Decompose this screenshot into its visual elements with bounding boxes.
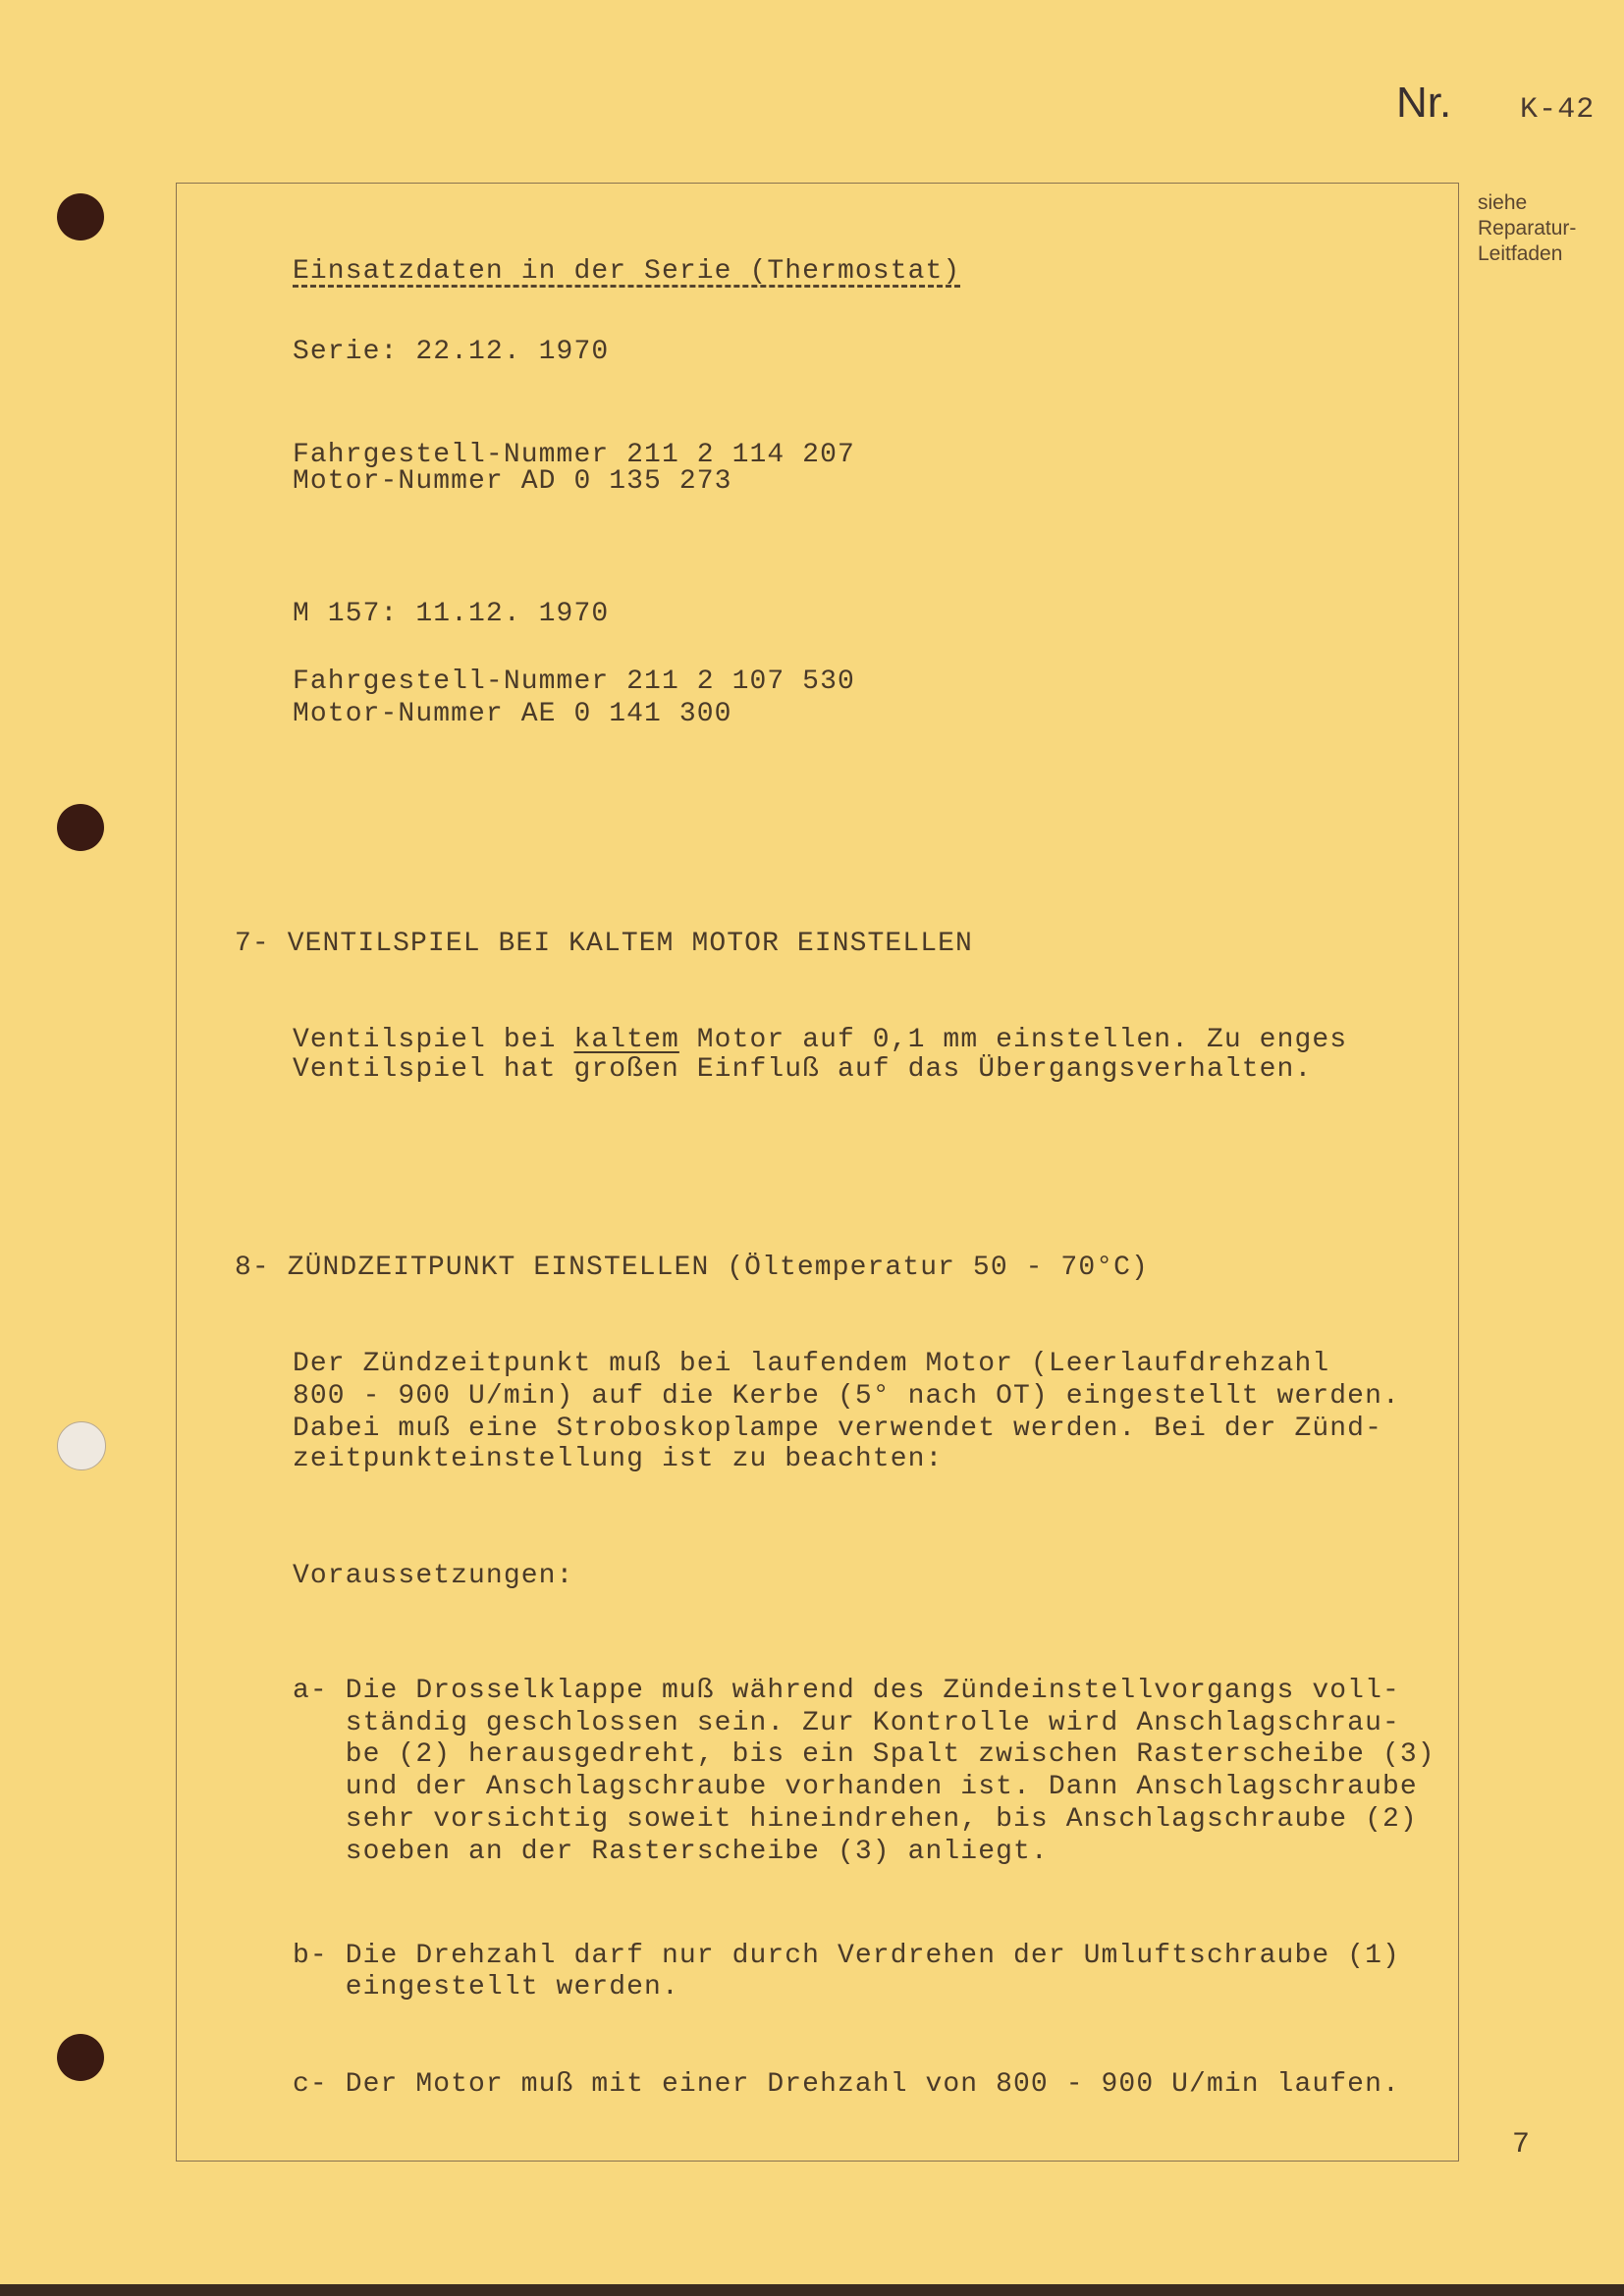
text-line: Motor-Nummer AE 0 141 300: [293, 699, 732, 729]
page-edge: [0, 2284, 1624, 2296]
text-line: Motor-Nummer AD 0 135 273: [293, 466, 732, 497]
text-line: Der Zündzeitpunkt muß bei laufendem Motor (Leerlaufdrehzahl: [293, 1349, 1330, 1379]
text-line: eingestellt werden.: [293, 1972, 679, 2002]
text-line: zeitpunkteinstellung ist zu beachten:: [293, 1444, 944, 1474]
text-line: Serie: 22.12. 1970: [293, 337, 610, 367]
section-heading: Einsatzdaten in der Serie (Thermostat): [293, 256, 961, 287]
page-number: 7: [1512, 2128, 1531, 2162]
punch-hole: [57, 2034, 104, 2081]
text-line: sehr vorsichtig soweit hineindrehen, bis Anschlagschraube (2): [293, 1804, 1418, 1835]
reference-line: Reparatur-: [1478, 217, 1577, 240]
text-line: be (2) herausgedreht, bis ein Spalt zwischen Rasterscheibe (3): [293, 1739, 1435, 1770]
section-8-title: 8- ZÜNDZEITPUNKT EINSTELLEN (Öltemperatur 50 - 70°C): [235, 1253, 1149, 1283]
text-line: Fahrgestell-Nummer 211 2 114 207: [293, 440, 855, 470]
nr-label: Nr.: [1396, 79, 1452, 127]
text-line: a- Die Drosselklappe muß während des Zündeinstellvorgangs voll-: [293, 1676, 1400, 1706]
text-line: und der Anschlagschraube vorhanden ist. Dann Anschlagschraube: [293, 1772, 1418, 1802]
punch-hole: [57, 804, 104, 851]
text-line: ständig geschlossen sein. Zur Kontrolle wird Anschlagschrau-: [293, 1708, 1400, 1738]
reference-note: [1478, 190, 1576, 267]
underlined-text: kaltem: [573, 1025, 679, 1055]
text-line: Voraussetzungen:: [293, 1561, 574, 1591]
text: Ventilspiel bei: [293, 1025, 574, 1055]
text-line: M 157: 11.12. 1970: [293, 599, 610, 629]
text-line: Ventilspiel hat großen Einfluß auf das Übergangsverhalten.: [293, 1054, 1313, 1085]
text: Motor auf 0,1 mm einstellen. Zu enges: [678, 1025, 1348, 1055]
text-line: c- Der Motor muß mit einer Drehzahl von 800 - 900 U/min laufen.: [293, 2069, 1400, 2100]
reference-line: siehe: [1478, 191, 1528, 214]
text-line: b- Die Drehzahl darf nur durch Verdrehen der Umluftschraube (1): [293, 1941, 1400, 1971]
text-line: soeben an der Rasterscheibe (3) anliegt.: [293, 1837, 1049, 1867]
section-7-title: 7- VENTILSPIEL BEI KALTEM MOTOR EINSTELLEN: [235, 929, 973, 959]
text-line: [293, 1025, 1347, 1056]
text-line: Dabei muß eine Stroboskoplampe verwendet werden. Bei der Zünd-: [293, 1414, 1382, 1444]
punch-hole: [57, 1421, 106, 1470]
reference-line: Leitfaden: [1478, 242, 1563, 265]
document-number: K-42: [1520, 93, 1596, 127]
punch-hole: [57, 193, 104, 240]
text-line: Fahrgestell-Nummer 211 2 107 530: [293, 667, 855, 697]
text-line: 800 - 900 U/min) auf die Kerbe (5° nach OT) eingestellt werden.: [293, 1381, 1400, 1412]
